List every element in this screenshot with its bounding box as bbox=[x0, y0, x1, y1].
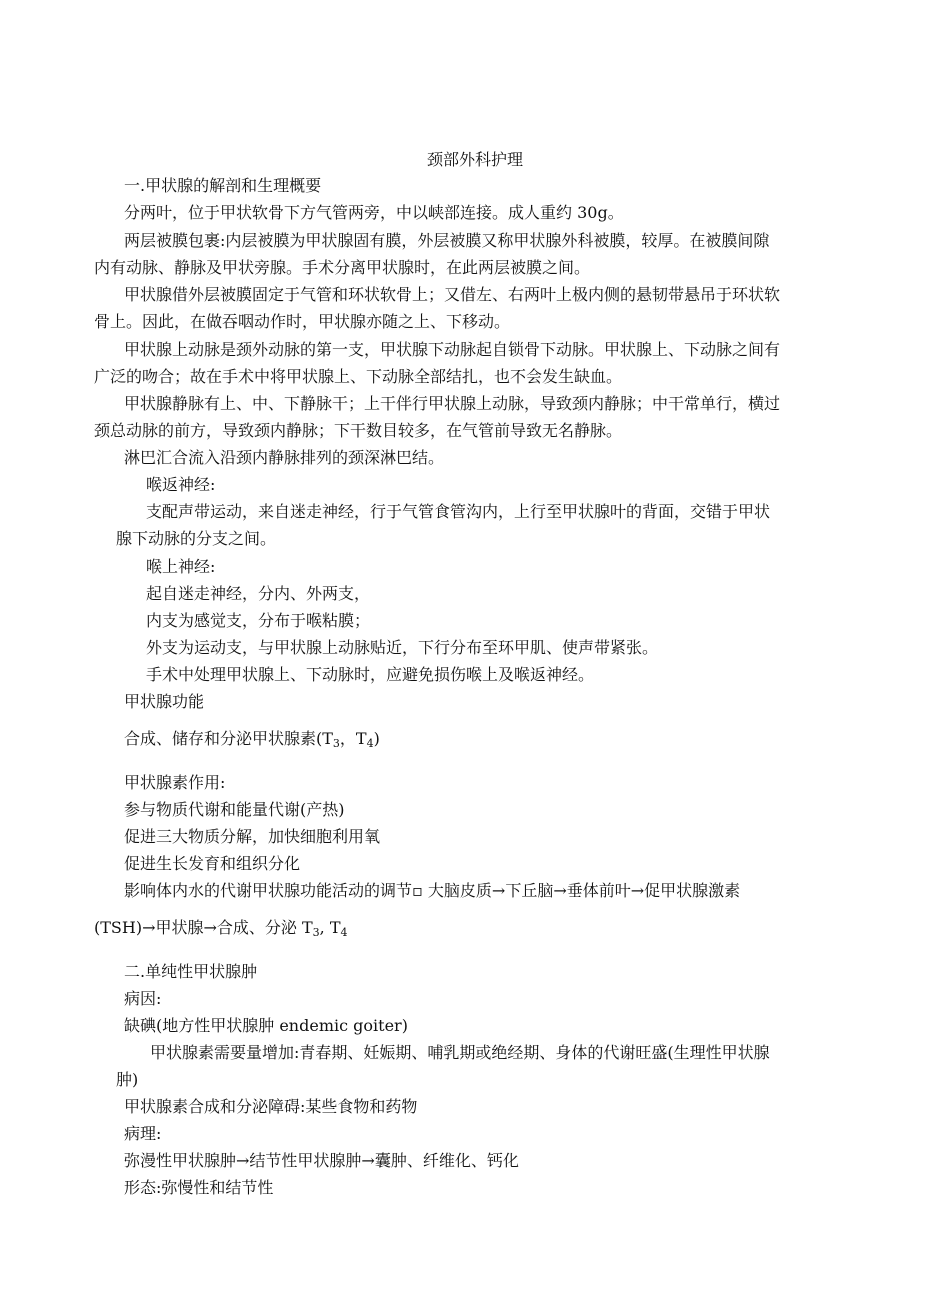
paragraph-line: 促进三大物质分解，加快细胞利用氧 bbox=[124, 827, 381, 846]
paragraph-line: 手术中处理甲状腺上、下动脉时，应避免损伤喉上及喉返神经。 bbox=[146, 665, 595, 684]
document-title: 颈部外科护理 bbox=[426, 150, 523, 169]
paragraph-line: 甲状腺素合成和分泌障碍:某些食物和药物 bbox=[124, 1097, 418, 1116]
paragraph-line: 内支为感觉支，分布于喉粘膜； bbox=[146, 611, 371, 630]
paragraph-line: 颈总动脉的前方，导致颈内静脉；下干数目较多，在气管前导致无名静脉。 bbox=[94, 421, 623, 440]
paragraph-line: 甲状腺上动脉是颈外动脉的第一支，甲状腺下动脉起自锁骨下动脉。甲状腺上、下动脉之间有 bbox=[124, 340, 781, 359]
section-heading-goiter: 二.单纯性甲状腺肿 bbox=[124, 962, 258, 981]
paragraph-line: 促进生长发育和组织分化 bbox=[124, 854, 301, 873]
paragraph-line: 甲状腺素需要量增加:青春期、妊娠期、哺乳期或绝经期、身体的代谢旺盛(生理性甲状腺 bbox=[150, 1043, 770, 1062]
paragraph-line: 甲状腺静脉有上、中、下静脉干；上干伴行甲状腺上动脉，导致颈内静脉；中干常单行，横过 bbox=[124, 394, 781, 413]
paragraph-line: 分两叶，位于甲状软骨下方气管两旁，中以峡部连接。成人重约 30g。 bbox=[124, 203, 624, 222]
hormone-line: 合成、储存和分泌甲状腺素($T_3$，$T_4$) bbox=[124, 729, 380, 750]
paragraph-line: 骨上。因此，在做吞咽动作时，甲状腺亦随之上、下移动。 bbox=[94, 312, 511, 331]
subheading-recurrent-nerve: 喉返神经: bbox=[146, 475, 216, 494]
subheading-etiology: 病因: bbox=[124, 989, 162, 1008]
section-heading-anatomy: 一.甲状腺的解剖和生理概要 bbox=[124, 176, 322, 195]
paragraph-line: 参与物质代谢和能量代谢(产热) bbox=[124, 800, 345, 819]
paragraph-line: 腺下动脉的分支之间。 bbox=[116, 529, 277, 548]
paragraph-line: 影响体内水的代谢甲状腺功能活动的调节▫ 大脑皮质→下丘脑→垂体前叶→促甲状腺激素 bbox=[124, 881, 741, 900]
subheading-hormone-effects: 甲状腺素作用: bbox=[124, 773, 226, 792]
paragraph-line: 淋巴汇合流入沿颈内静脉排列的颈深淋巴结。 bbox=[124, 448, 445, 467]
paragraph-line: 支配声带运动，来自迷走神经，行于气管食管沟内，上行至甲状腺叶的背面，交错于甲状 bbox=[146, 502, 771, 521]
paragraph-line: 肿) bbox=[116, 1070, 139, 1089]
paragraph-line: 起自迷走神经，分内、外两支， bbox=[146, 584, 371, 603]
paragraph-line: 弥漫性甲状腺肿→结节性甲状腺肿→囊肿、纤维化、钙化 bbox=[124, 1151, 519, 1170]
subheading-function: 甲状腺功能 bbox=[124, 692, 205, 711]
subheading-superior-nerve: 喉上神经: bbox=[146, 557, 216, 576]
paragraph-line: 广泛的吻合；故在手术中将甲状腺上、下动脉全部结扎，也不会发生缺血。 bbox=[94, 367, 623, 386]
paragraph-line: 甲状腺借外层被膜固定于气管和环状软骨上；又借左、右两叶上极内侧的悬韧带悬吊于环状软 bbox=[124, 285, 781, 304]
paragraph-line: 缺碘(地方性甲状腺肿 endemic goiter) bbox=[124, 1016, 408, 1035]
paragraph-line: 两层被膜包裹:内层被膜为甲状腺固有膜，外层被膜又称甲状腺外科被膜，较厚。在被膜间隙 bbox=[124, 231, 770, 250]
tsh-line: (TSH)→甲状腺→合成、分泌 $T_3$, $T_4$ bbox=[94, 918, 348, 939]
paragraph-line: 形态:弥慢性和结节性 bbox=[124, 1178, 274, 1197]
subheading-pathology: 病理: bbox=[124, 1124, 162, 1143]
paragraph-line: 内有动脉、静脉及甲状旁腺。手术分离甲状腺时，在此两层被膜之间。 bbox=[94, 258, 591, 277]
paragraph-line: 外支为运动支，与甲状腺上动脉贴近，下行分布至环甲肌、使声带紧张。 bbox=[146, 638, 659, 657]
